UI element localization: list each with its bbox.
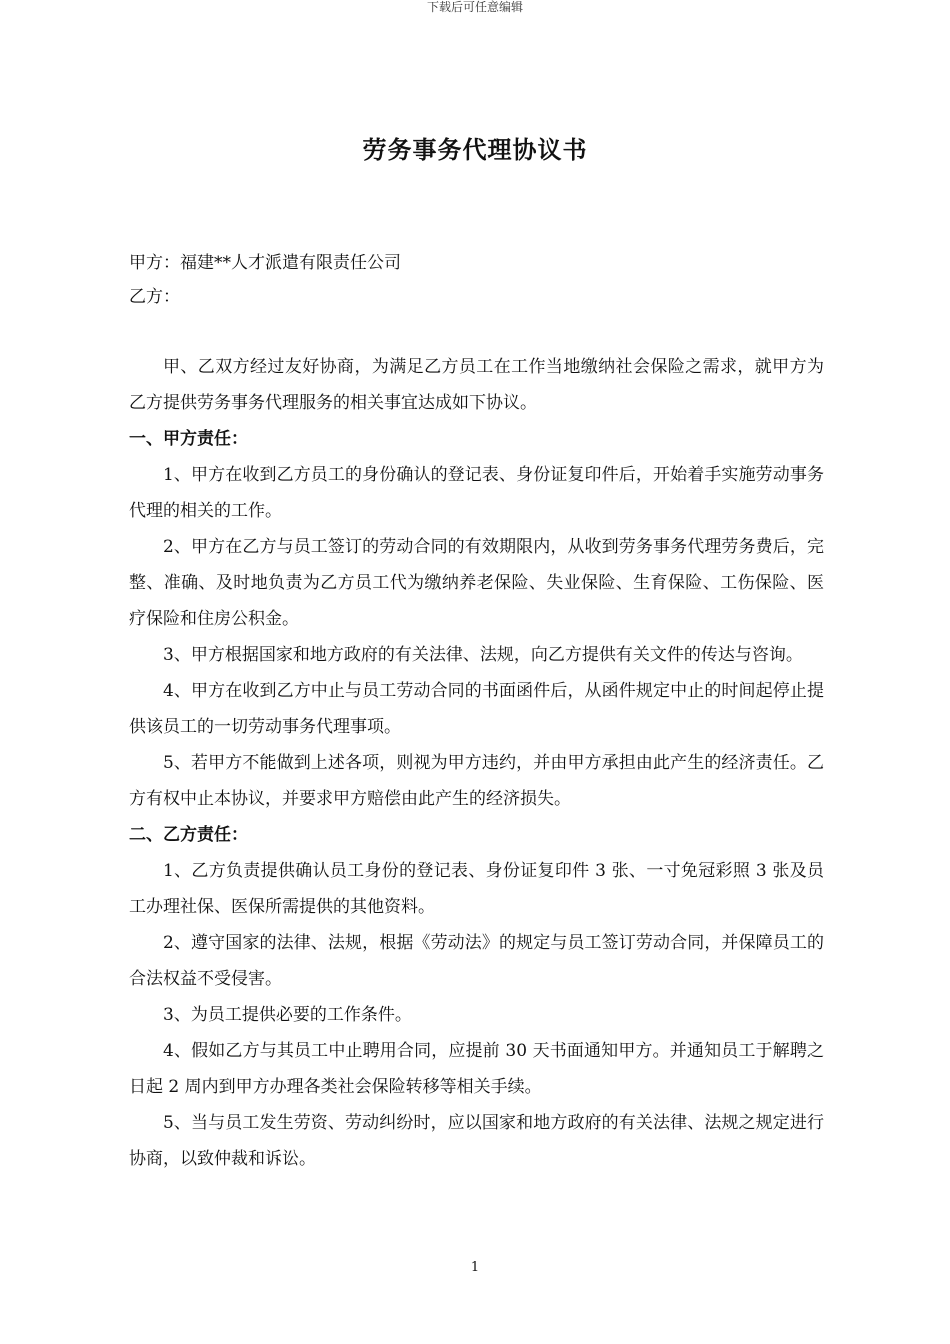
document-title: 劳务事务代理协议书 <box>362 135 588 164</box>
party-b-clause-4: 4、假如乙方与其员工中止聘用合同，应提前 30 天书面通知甲方。并通知员工于解聘之日起 2 周内到甲方办理各类社会保险转移等相关手续。 <box>129 1041 824 1097</box>
party-b-clause-3: 3、为员工提供必要的工作条件。 <box>163 1005 412 1025</box>
party-a-clause-2: 2、甲方在乙方与员工签订的劳动合同的有效期限内，从收到劳务事务代理劳务费后，完整、准确、及时地负责为乙方员工代为缴纳养老保险、失业保险、生育保险、工伤保险、医疗保险和住房公积金。 <box>129 537 824 629</box>
party-a-line: 甲方：福建**人才派遣有限责任公司 <box>129 253 401 273</box>
agreement-body <box>129 349 824 1177</box>
intro-paragraph: 甲、乙双方经过友好协商，为满足乙方员工在工作当地缴纳社会保险之需求，就甲方为乙方提供劳务事务代理服务的相关事宜达成如下协议。 <box>129 357 824 413</box>
page-number: 1 <box>470 1260 480 1275</box>
party-a-clause-1: 1、甲方在收到乙方员工的身份确认的登记表、身份证复印件后，开始着手实施劳动事务代理的相关的工作。 <box>129 465 824 521</box>
party-b-line: 乙方： <box>129 287 180 307</box>
section-heading-party-a-duties: 一、甲方责任： <box>129 429 248 449</box>
party-a-clause-5: 5、若甲方不能做到上述各项，则视为甲方违约，并由甲方承担由此产生的经济责任。乙方有权中止本协议，并要求甲方赔偿由此产生的经济损失。 <box>129 753 824 809</box>
section-heading-party-b-duties: 二、乙方责任： <box>129 825 248 845</box>
party-a-clause-3: 3、甲方根据国家和地方政府的有关法律、法规，向乙方提供有关文件的传达与咨询。 <box>163 645 803 665</box>
header-note: 下载后可任意编辑 <box>426 0 523 14</box>
party-b-clause-5: 5、当与员工发生劳资、劳动纠纷时，应以国家和地方政府的有关法律、法规之规定进行协商，以致仲裁和诉讼。 <box>129 1113 824 1169</box>
party-a-clause-4: 4、甲方在收到乙方中止与员工劳动合同的书面函件后，从函件规定中止的时间起停止提供该员工的一切劳动事务代理事项。 <box>129 681 824 737</box>
party-b-clause-1: 1、乙方负责提供确认员工身份的登记表、身份证复印件 3 张、一寸免冠彩照 3 张及员工办理社保、医保所需提供的其他资料。 <box>129 861 824 917</box>
party-b-clause-2: 2、遵守国家的法律、法规，根据《劳动法》的规定与员工签订劳动合同，并保障员工的合法权益不受侵害。 <box>129 933 824 989</box>
